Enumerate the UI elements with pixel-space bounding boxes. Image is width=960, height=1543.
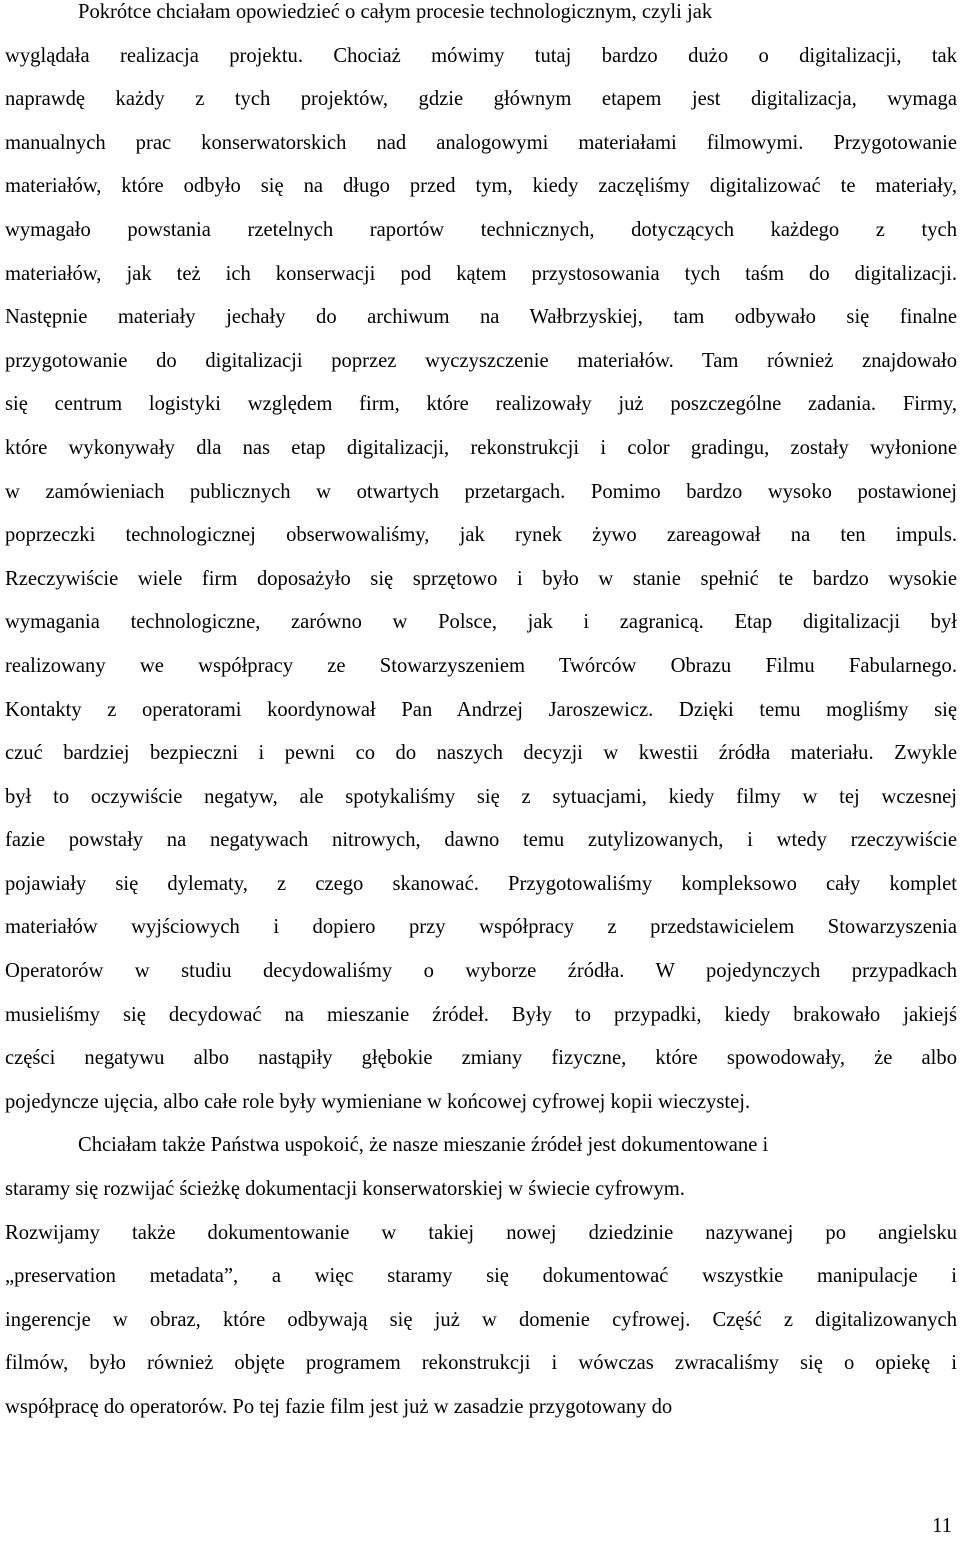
text-line: poprzeczki technologicznej obserwowaliśmy, jak rynek żywo zareagował na ten impuls. [5, 524, 957, 547]
page-number: 11 [932, 1515, 952, 1537]
text-line: przygotowanie do digitalizacji poprzez wyczyszczenie materiałów. Tam również znajdowało [5, 349, 957, 372]
text-line: filmów, było również objęte programem rekonstrukcji i wówczas zwracaliśmy się o opiekę i [5, 1352, 957, 1375]
text-line: Operatorów w studiu decydowaliśmy o wyborze źródła. W pojedynczych przypadkach [5, 960, 957, 983]
text-line: Następnie materiały jechały do archiwum na Wałbrzyskiej, tam odbywało się finalne [5, 306, 957, 329]
text-line: wyglądała realizacja projektu. Chociaż mówimy tutaj bardzo dużo o digitalizacji, tak [5, 44, 957, 67]
text-line: Chciałam także Państwa uspokoić, że nasze mieszanie źródeł jest dokumentowane i [78, 1134, 769, 1157]
text-line: w zamówieniach publicznych w otwartych przetargach. Pomimo bardzo wysoko postawionej [5, 480, 957, 503]
text-line: Pokrótce chciałam opowiedzieć o całym procesie technologicznym, czyli jak [78, 1, 713, 23]
text-line: wymagało powstania rzetelnych raportów technicznych, dotyczących każdego z tych [5, 218, 957, 241]
text-line: czuć bardziej bezpieczni i pewni co do naszych decyzji w kwestii źródła materiału. Zwykle [5, 742, 957, 765]
text-line: Rozwijamy także dokumentowanie w takiej nowej dziedzinie nazywanej po angielsku [5, 1221, 957, 1244]
text-line: staramy się rozwijać ścieżkę dokumentacji konserwatorskiej w świecie cyfrowym. [5, 1178, 685, 1201]
body-text [5, 0, 957, 1430]
text-line: Rzeczywiście wiele firm doposażyło się sprzętowo i było w stanie spełnić te bardzo wysokie [5, 567, 957, 590]
text-line: się centrum logistyki względem firm, które realizowały już poszczególne zadania. Firmy, [5, 393, 957, 416]
text-line: fazie powstały na negatywach nitrowych, dawno temu zutylizowanych, i wtedy rzeczywiście [5, 829, 957, 852]
text-line: realizowany we współpracy ze Stowarzyszeniem Twórców Obrazu Filmu Fabularnego. [5, 654, 957, 677]
text-line: manualnych prac konserwatorskich nad analogowymi materiałami filmowymi. Przygotowanie [5, 131, 957, 154]
text-line: wymagania technologiczne, zarówno w Polsce, jak i zagranicą. Etap digitalizacji był [5, 611, 957, 634]
text-line: materiałów wyjściowych i dopiero przy współpracy z przedstawicielem Stowarzyszenia [5, 916, 957, 939]
text-line: pojedyncze ujęcia, albo całe role były wymieniane w końcowej cyfrowej kopii wieczystej. [5, 1090, 751, 1113]
text-line: materiałów, które odbyło się na długo przed tym, kiedy zaczęliśmy digitalizować te materiały, [5, 175, 957, 198]
text-line: ingerencje w obraz, które odbywają się już w domenie cyfrowej. Część z digitalizowanych [5, 1308, 957, 1331]
text-line: Kontakty z operatorami koordynował Pan Andrzej Jaroszewicz. Dzięki temu mogliśmy się [5, 698, 957, 721]
text-line: musieliśmy się decydować na mieszanie źródeł. Były to przypadki, kiedy brakowało jakiejś [5, 1003, 957, 1026]
text-line: naprawdę każdy z tych projektów, gdzie głównym etapem jest digitalizacja, wymaga [5, 88, 957, 111]
text-line: części negatywu albo nastąpiły głębokie zmiany fizyczne, które spowodowały, że albo [5, 1047, 957, 1070]
text-line: pojawiały się dylematy, z czego skanować. Przygotowaliśmy kompleksowo cały komplet [5, 872, 957, 895]
text-line: „preservation metadata”, a więc staramy się dokumentować wszystkie manipulacje i [5, 1265, 957, 1288]
text-line: które wykonywały dla nas etap digitalizacji, rekonstrukcji i color gradingu, zostały wyłonione [5, 436, 957, 459]
text-line: materiałów, jak też ich konserwacji pod kątem przystosowania tych taśm do digitalizacji. [5, 262, 957, 285]
text-line: był to oczywiście negatyw, ale spotykaliśmy się z sytuacjami, kiedy filmy w tej wczesnej [5, 785, 957, 808]
text-line: współpracę do operatorów. Po tej fazie film jest już w zasadzie przygotowany do [5, 1396, 673, 1418]
